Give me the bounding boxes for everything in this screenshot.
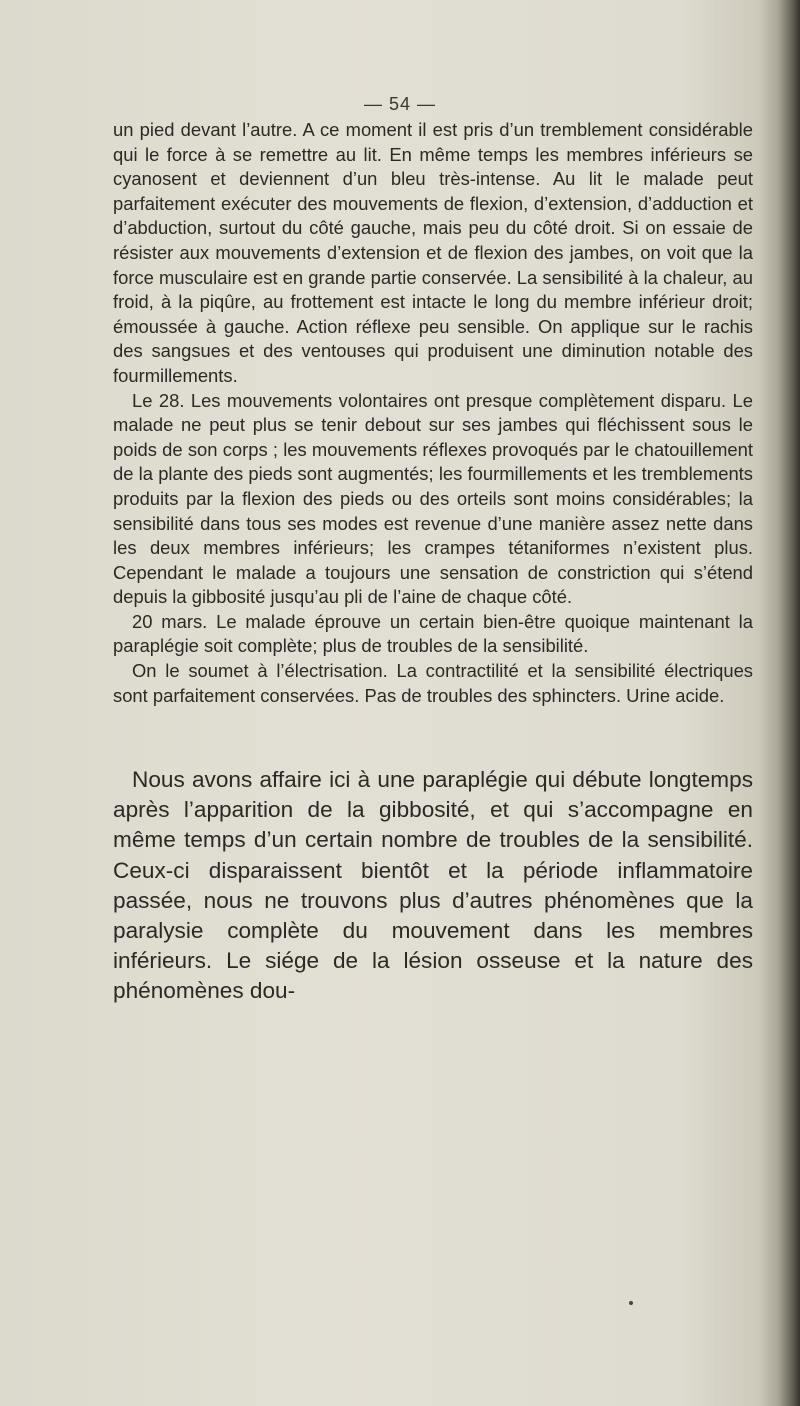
commentary-text [113,765,753,1007]
observation-text [113,118,753,708]
page-edge-shadow [760,0,800,1406]
paragraph: un pied devant l’autre. A ce moment il est pris d’un tremblement considérable qui le force à se remettre au lit. En même temps les membres inférieurs se cyanosent et deviennent d’un bleu très-intense. Au lit le malade peut parfaitement exécuter des mouvements de flexion, d’extension, d’adduction et d’abduction, surtout du côté gauche, mais peu du côté droit. Si on essaie de résister aux mouvements d’extension et de flexion des jambes, on voit que la force musculaire est en grande partie conservée. La sensibilité à la chaleur, au froid, à la piqûre, au frottement est intacte le long du membre inférieur droit; émoussée à gauche. Action réflexe peu sensible. On applique sur le rachis des sangsues et des ventouses qui produisent une diminution notable des fourmillements. [113,119,753,386]
page-number: — 54 — [363,94,437,114]
paragraph: Le 28. Les mouvements volontaires ont presque complètement disparu. Le malade ne peut plus se tenir debout sur ses jambes qui fléchissent sous le poids de son corps ; les mouvements réflexes provoqués par le chatouillement de la plante des pieds sont augmentés; les fourmillements et les tremblements produits par la flexion des pieds ou des orteils sont moins considérables; la sensibilité dans tous ses modes est revenue d’une manière assez nette dans les deux membres inférieurs; les crampes tétaniformes n’existent plus. Cependant le malade a toujours une sensation de constriction qui s’étend depuis la gibbosité jusqu’au pli de l’aine de chaque côté. [113,389,753,608]
paragraph: Nous avons affaire ici à une paraplégie qui débute longtemps après l’apparition de la gibbosité, et qui s’accompagne en même temps d’un certain nombre de troubles de la sensibilité. Ceux-ci disparaissent bientôt et la période inflammatoire passée, nous ne trouvons plus d’autres phénomènes que la paralysie complète du mouvement dans les membres inférieurs. Le siége de la lésion osseuse et la nature des phénomènes dou- [113,767,753,1004]
paragraph: On le soumet à l’électrisation. La contractilité et la sensibilité électriques sont parfaitement conservées. Pas de troubles des sphincters. Urine acide. [113,660,753,706]
paragraph: 20 mars. Le malade éprouve un certain bien-être quoique maintenant la paraplégie soit complète; plus de troubles de la sensibilité. [113,610,753,657]
ink-speck [629,1301,633,1305]
